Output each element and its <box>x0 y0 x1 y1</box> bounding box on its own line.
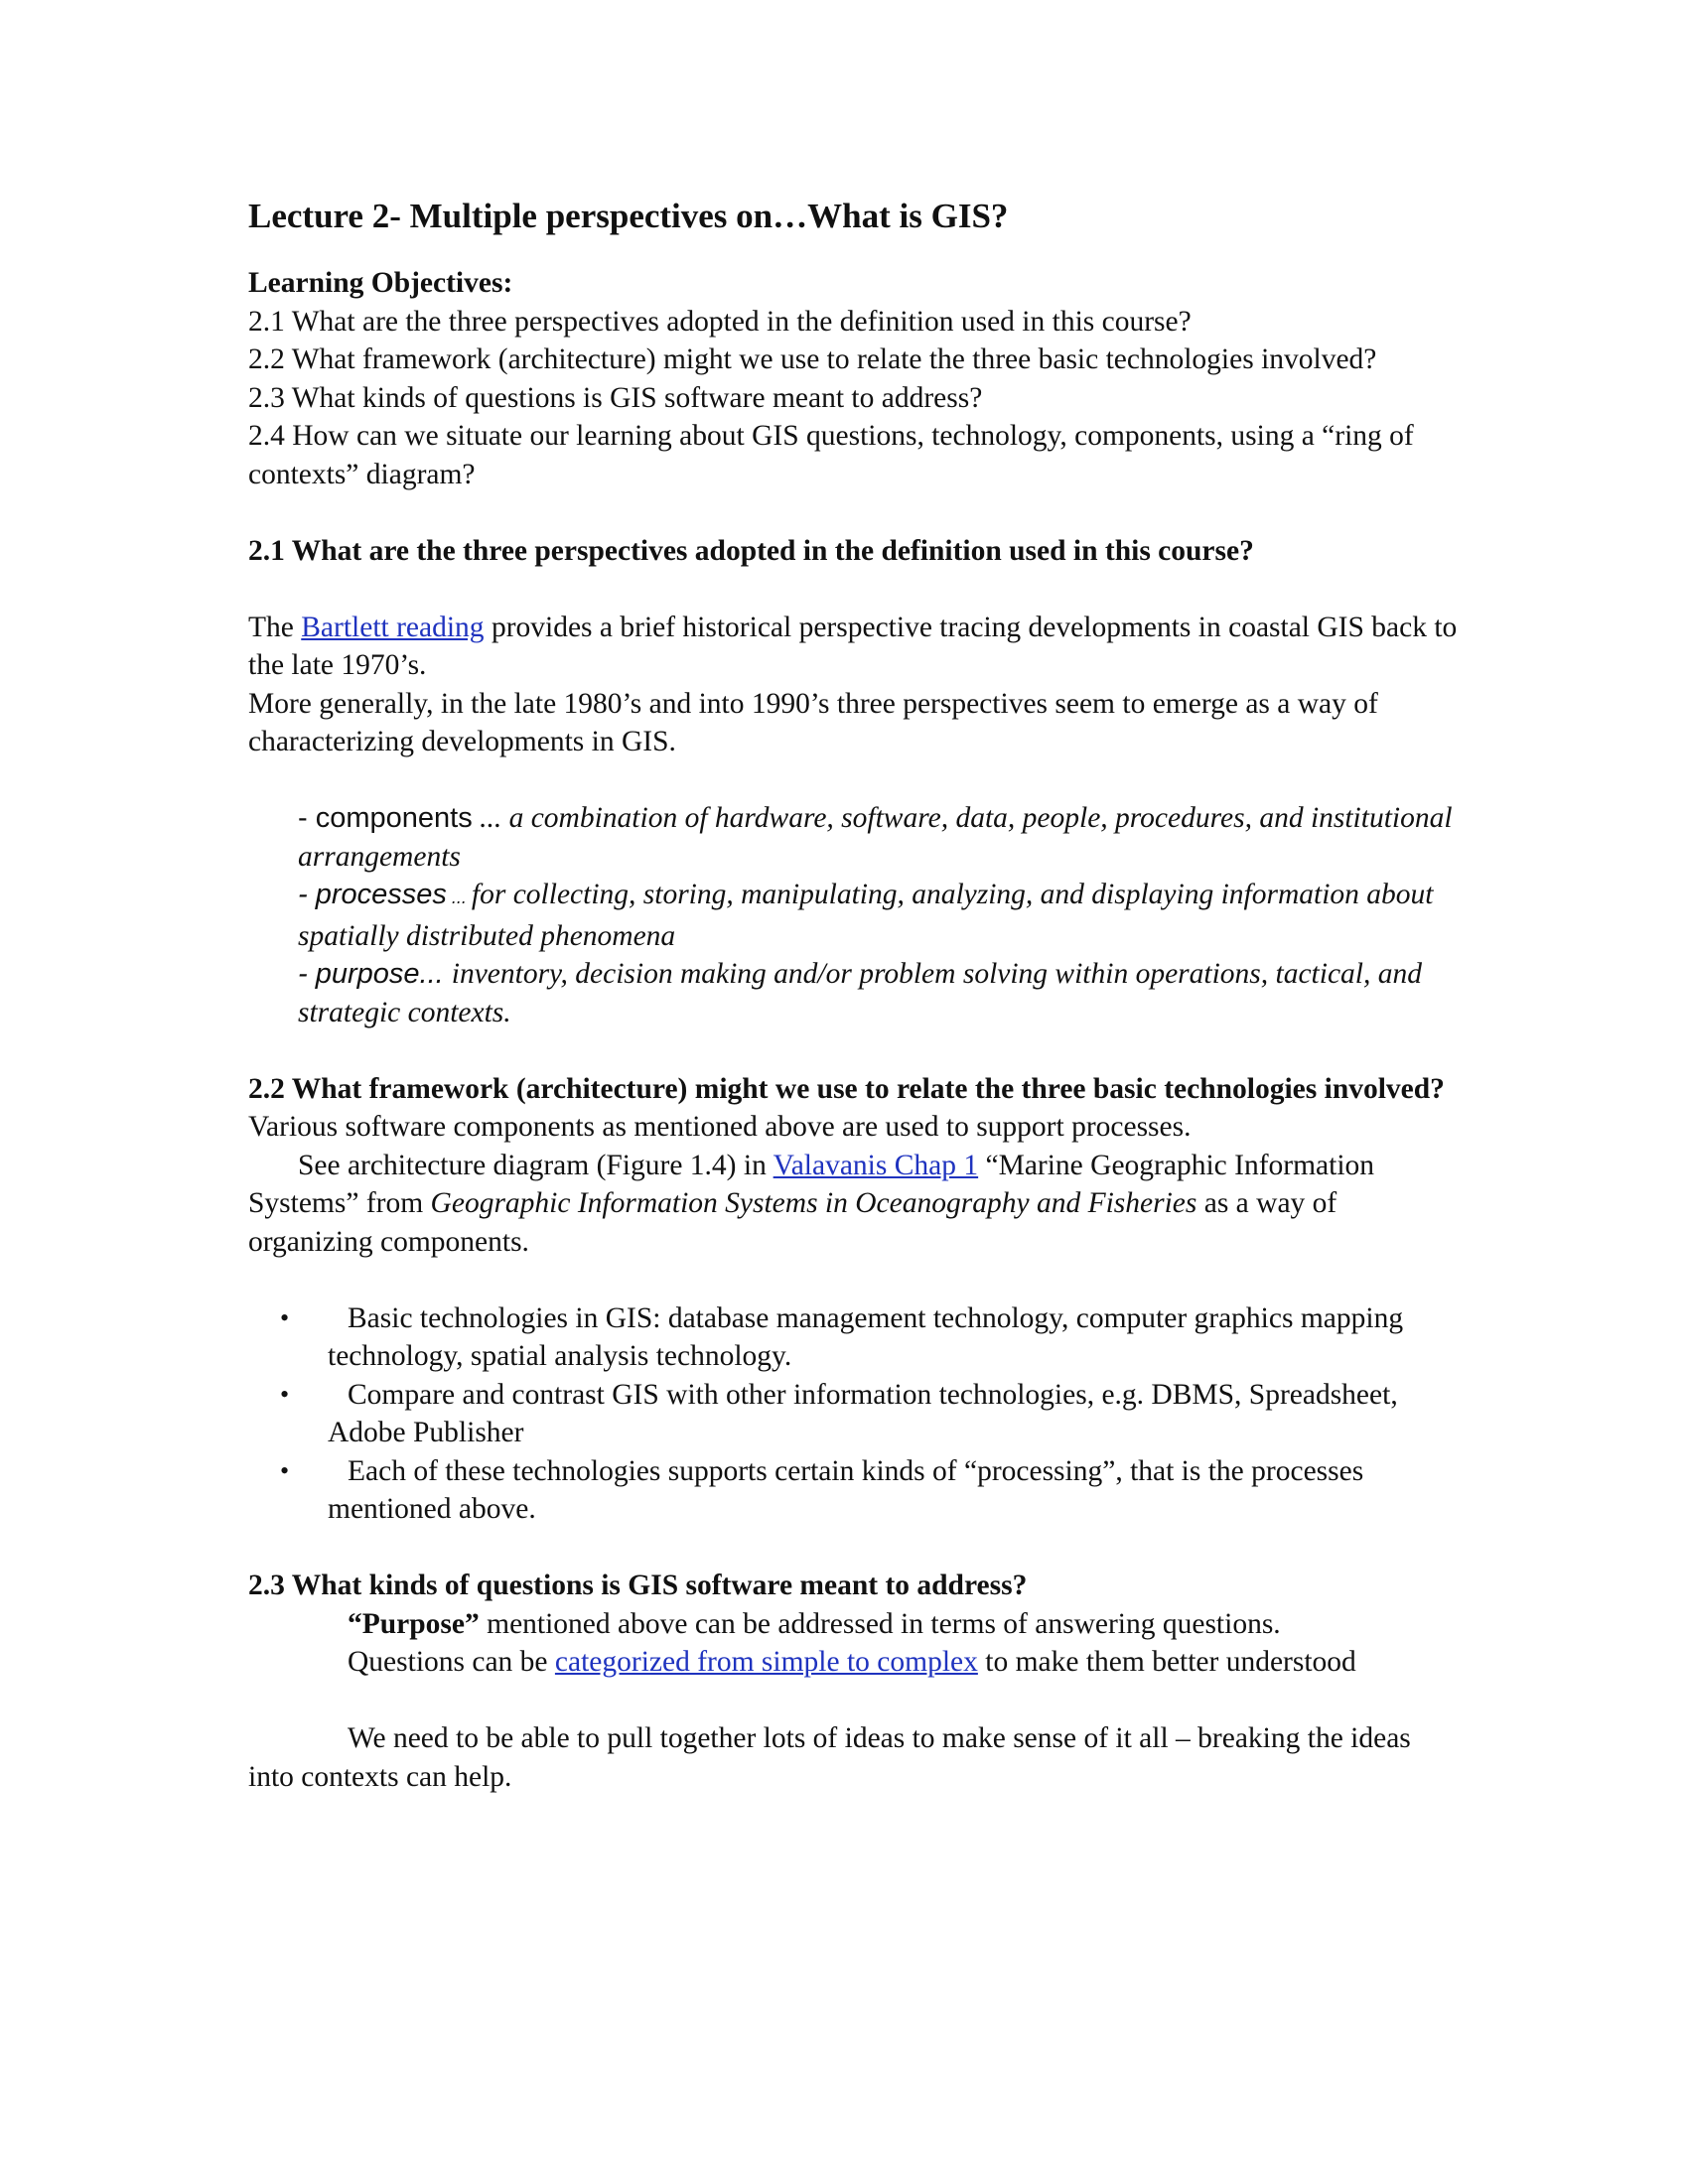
spacer <box>248 1261 1460 1299</box>
perspective-separator: ... <box>472 802 509 834</box>
perspectives-list <box>298 799 1460 1031</box>
paragraph <box>248 1147 1460 1262</box>
page-title: Lecture 2- Multiple perspectives on…What is GIS? <box>248 197 1009 235</box>
text: as a way of organizing components. <box>248 1187 1337 1258</box>
paragraph <box>248 1605 1460 1644</box>
technology-bullet-list <box>248 1299 1460 1529</box>
perspective-term: - components <box>298 802 473 834</box>
paragraph: More generally, in the late 1980’s and into 1990’s three perspectives seem to emerge as a way of characterizing developments in GIS. <box>248 687 1378 757</box>
text: See architecture diagram (Figure 1.4) in <box>298 1149 774 1181</box>
list-item-text: Compare and contrast GIS with other information technologies, e.g. DBMS, Spreadsheet, Adobe Publisher <box>328 1378 1398 1448</box>
objective-item: 2.2 What framework (architecture) might we use to relate the three basic technologies involved? <box>248 343 1377 375</box>
list-item <box>280 1299 1460 1376</box>
paragraph <box>248 1643 1460 1682</box>
text: “Marine Geographic Information Systems” from <box>248 1149 1375 1219</box>
list-item <box>280 1452 1460 1529</box>
document-page <box>248 195 1460 1796</box>
text: provides a brief historical perspective tracing developments in coastal GIS back to the late 1970’s. <box>248 611 1458 681</box>
text: The <box>248 611 302 643</box>
paragraph: We need to be able to pull together lots of ideas to make sense of it all – breaking the ideas into contexts can help. <box>248 1722 1411 1793</box>
objectives-heading: Learning Objectives: <box>248 267 513 299</box>
categorized-questions-link[interactable]: categorized from simple to complex <box>554 1646 978 1678</box>
perspective-term: - processes <box>298 879 447 910</box>
purpose-term: “Purpose” <box>348 1607 480 1640</box>
section-heading: 2.1 What are the three perspectives adopted in the definition used in this course? <box>248 534 1254 567</box>
spacer <box>248 761 1460 800</box>
spacer <box>248 493 1460 532</box>
perspective-components <box>298 799 1460 876</box>
objective-item: 2.4 How can we situate our learning about GIS questions, technology, components, using a “ring of contexts” diagram? <box>248 420 1414 490</box>
perspective-purpose <box>298 955 1460 1031</box>
bullet-icon: • <box>280 1455 290 1485</box>
objective-item: 2.3 What kinds of questions is GIS software meant to address? <box>248 381 983 414</box>
text: to make them better understood <box>977 1646 1356 1678</box>
perspective-description: inventory, decision making and/or problem solving within operations, tactical, and strategic contexts. <box>298 958 1422 1028</box>
section-2-3 <box>248 1567 1460 1796</box>
valavanis-chap-1-link[interactable]: Valavanis Chap 1 <box>773 1149 979 1181</box>
list-item-text: Each of these technologies supports certain kinds of “processing”, that is the processes mentioned above. <box>328 1454 1364 1525</box>
section-2-2 <box>248 1070 1460 1529</box>
section-2-1 <box>248 532 1460 1032</box>
paragraph: Various software components as mentioned above are used to support processes. <box>248 1111 1192 1143</box>
learning-objectives <box>248 264 1460 493</box>
spacer <box>248 570 1460 609</box>
perspective-description: a combination of hardware, software, data, people, procedures, and institutional arrangements <box>298 802 1453 873</box>
objective-item: 2.1 What are the three perspectives adopted in the definition used in this course? <box>248 305 1192 338</box>
spacer <box>248 1682 1460 1720</box>
list-item-text: Basic technologies in GIS: database management technology, computer graphics mapping technology, spatial analysis technology. <box>328 1301 1404 1372</box>
section-heading: 2.3 What kinds of questions is GIS software meant to address? <box>248 1570 1028 1601</box>
perspective-separator: ... <box>419 958 452 990</box>
book-title: Geographic Information Systems in Oceanography and Fisheries <box>430 1187 1197 1219</box>
spacer <box>248 1031 1460 1070</box>
section-heading: 2.2 What framework (architecture) might we use to relate the three basic technologies involved? <box>248 1072 1445 1105</box>
perspective-term: - purpose <box>298 958 420 990</box>
spacer <box>248 1529 1460 1568</box>
perspective-description: for collecting, storing, manipulating, analyzing, and displaying information about spatially distributed phenomena <box>298 879 1434 952</box>
bartlett-reading-link[interactable]: Bartlett reading <box>301 611 485 643</box>
text: Questions can be <box>348 1646 555 1678</box>
perspective-processes <box>298 876 1460 955</box>
paragraph <box>248 609 1460 685</box>
list-item <box>280 1376 1460 1452</box>
perspective-separator: ... <box>446 887 472 907</box>
bullet-icon: • <box>280 1379 290 1409</box>
text: mentioned above can be addressed in terms of answering questions. <box>479 1607 1281 1640</box>
bullet-icon: • <box>280 1302 290 1332</box>
